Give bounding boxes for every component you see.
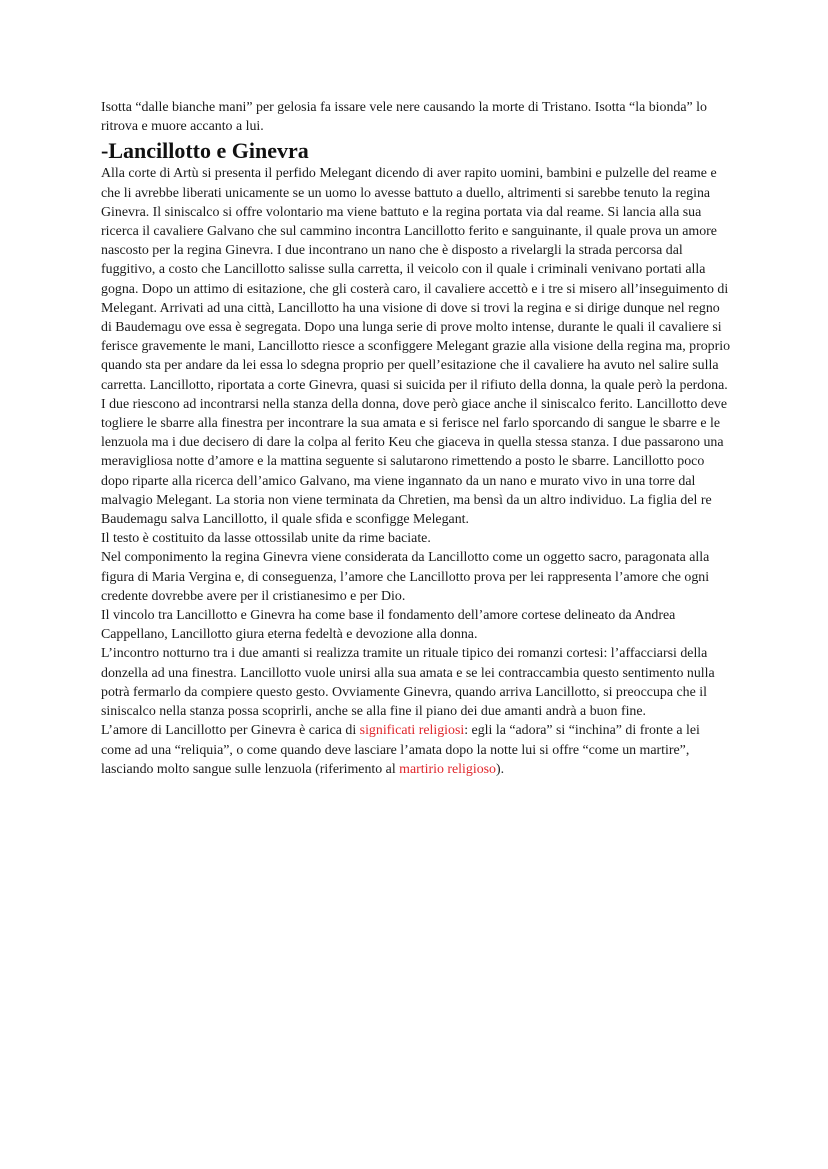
text-segment: ). — [496, 761, 505, 777]
summary-paragraph: Alla corte di Artù si presenta il perfido Melegant dicendo di aver rapito uomini, bambini e pulzelle del reame e che li avrebbe liberati unicamente se un uomo lo avesse battuto a duello, altrimenti si sarebbe tenuto la regina Ginevra. Il siniscalco si offre volontario ma viene battuto e la regina portata via dal reame. Si lancia alla sua ricerca il cavaliere Galvano che sul cammino incontra Lancillotto ferito e sanguinante, il quale prova un amore nascosto per la regina Ginevra. I due incontrano un nano che è disposto a rivelargli la strada percorsa dal fuggitivo, a costo che Lancillotto salisse sulla carretta, il veicolo con il quale i criminali venivano portati alla gogna. Dopo un attimo di esitazione, che gli costerà caro, il cavaliere accettò e i tre si misero all’inseguimento di Melegant. Arrivati ad una città, Lancillotto ha una visione di dove si trovi la regina e si dirige dunque nel regno di Baudemagu ove essa è segregata. Dopo una lunga serie di prove molto intense, durante le quali il cavaliere si ferisce gravemente le mani, Lancillotto riesce a sconfiggere Melegant grazie alla visione della regina ma, proprio quando sta per andare da lei essa lo sdegna proprio per quell’esitazione che il cavaliere ha avuto nel salire sulla carretta. Lancillotto, riportata a corte Ginevra, quasi si suicida per il rifiuto della donna, la quale però la perdona. I due riescono ad incontrarsi nella stanza della donna, dove però giace anche il siniscalco ferito. Lancillotto deve togliere le sbarre alla finestra per incontrare la sua amata e si ferisce nel farlo sporcando di sangue le sbarre e le lenzuola ma i due decisero di dare la colpa al ferito Keu che giaceva in quella stessa stanza. I due passarono una meravigliosa notte d’amore e la mattina seguente si salutarono rimettendo a posto le sbarre. Lancillotto poco dopo riparte alla ricerca dell’amico Galvano, ma viene ingannato da un nano e murato vivo in una torre dal malvagio Melegant. La storia non viene terminata da Chretien, ma bensì da un altro individuo. La figlia del re Baudemagu salva Lancillotto, il quale sfida e sconfigge Melegant. — [101, 166, 731, 528]
religious-meaning-paragraph — [101, 721, 733, 779]
metre-paragraph: Il testo è costituito da lasse ottossilab unite da rime baciate. — [101, 531, 431, 547]
section-title: -Lancillotto e Ginevra — [101, 138, 309, 164]
text-segment: L’amore di Lancillotto per Ginevra è carica di — [101, 723, 360, 739]
document-page — [101, 98, 733, 779]
highlighted-text: martirio religioso — [399, 761, 496, 777]
intro-paragraph: Isotta “dalle bianche mani” per gelosia fa issare vele nere causando la morte di Tristano. Isotta “la bionda” lo ritrova e muore accanto a lui. — [101, 100, 707, 135]
text-segment: : egli la “adora” si “inchina” di fronte a lei come ad una “reliquia”, o come quando deve lasciare l’amata dopo la notte lui si offre “come un martire”, lasciando molto sangue sulle lenzuola (riferimento al — [101, 723, 700, 777]
courtly-love-paragraph: Il vincolo tra Lancillotto e Ginevra ha come base il fondamento dell’amore cortese delineato da Andrea Cappellano, Lancillotto giura eterna fedeltà e devozione alla donna. — [101, 608, 676, 643]
highlighted-text: significati religiosi — [359, 723, 465, 739]
sacred-paragraph: Nel componimento la regina Ginevra viene considerata da Lancillotto come un oggetto sacro, paragonata alla figura di Maria Vergina e, di conseguenza, l’amore che Lancillotto prova per lei rappresenta l’amore che ogni credente dovrebbe avere per il cristianesimo e per Dio. — [101, 550, 710, 604]
night-meeting-paragraph: L’incontro notturno tra i due amanti si realizza tramite un rituale tipico dei romanzi cortesi: l’affacciarsi della donzella ad una finestra. Lancillotto vuole unirsi alla sua amata e se lei contraccambia questo sentimento nulla potrà fermarlo da compiere questo gesto. Ovviamente Ginevra, quando arriva Lancillotto, si preoccupa che il siniscalco nella stanza possa scoprirli, anche se alla fine il piano dei due amanti andrà a buon fine. — [101, 646, 715, 720]
